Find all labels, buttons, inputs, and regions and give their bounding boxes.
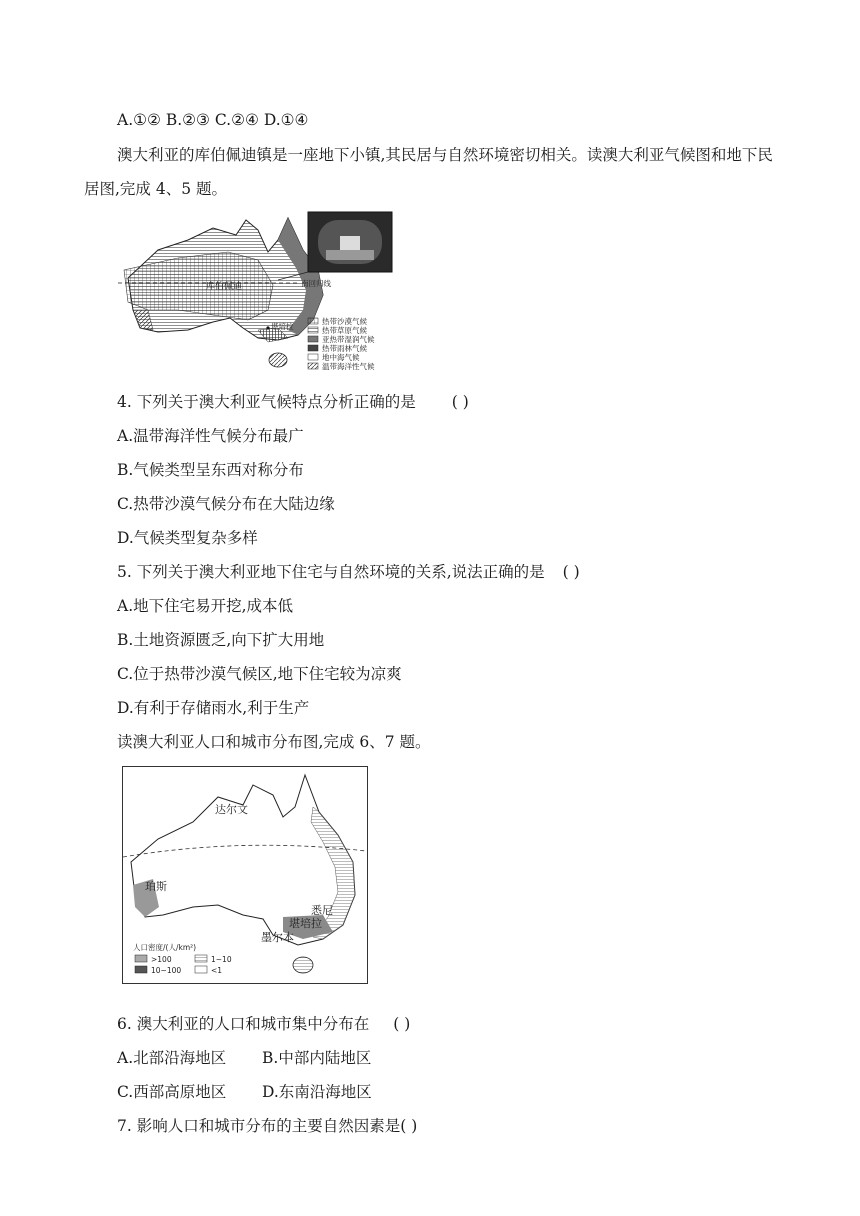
q4-answer-bracket: ( ): [451, 393, 469, 411]
q4-option-c: C.热带沙漠气候分布在大陆边缘: [117, 495, 335, 513]
legend-item: 地中海气候: [322, 353, 360, 362]
q5-option-a: A.地下住宅易开挖,成本低: [117, 597, 294, 615]
climate-legend: [308, 316, 375, 371]
legend-item: 1~10: [211, 955, 232, 964]
legend-item: 热带沙漠气候: [322, 317, 367, 326]
climate-map: [118, 210, 394, 380]
q6-options-row2: [117, 1082, 372, 1102]
q5-stem: 5. 下列关于澳大利亚地下住宅与自然环境的关系,说法正确的是: [117, 563, 545, 581]
q5-option-b: B.土地资源匮乏,向下扩大用地: [117, 631, 325, 649]
legend-title: 人口密度/(人/km²): [133, 943, 197, 952]
city-canberra: 堪培拉: [289, 917, 322, 930]
q6-option-d: D.东南沿海地区: [262, 1083, 372, 1101]
population-legend: [133, 942, 232, 975]
canberra-label: 堪培拉: [271, 322, 294, 331]
q4-stem-row: [117, 392, 469, 412]
city-melbourne: 墨尔本: [261, 931, 294, 944]
city-perth: 珀斯: [145, 880, 167, 893]
q7-answer-bracket: ( ): [400, 1117, 418, 1135]
q4-option-a: A.温带海洋性气候分布最广: [117, 427, 304, 445]
legend-item: 温带海洋性气候: [322, 362, 375, 371]
q6-option-b: B.中部内陆地区: [262, 1049, 372, 1067]
tasmania-pop: [293, 957, 313, 973]
legend-item: 亚热带湿润气候: [322, 335, 375, 344]
q5-stem-row: [117, 562, 580, 582]
tropic-label: 南回归线: [301, 279, 331, 288]
q6-option-a: A.北部沿海地区: [117, 1049, 227, 1067]
tasmania: [269, 353, 287, 367]
q5-option-c: C.位于热带沙漠气候区,地下住宅较为凉爽: [117, 665, 402, 683]
q6-option-c: C.西部高原地区: [117, 1083, 227, 1101]
population-map-figure: [122, 766, 368, 984]
q6-options-row1: [117, 1048, 371, 1068]
city-sydney: 悉尼: [311, 904, 333, 917]
intro-q6-q7: 读澳大利亚人口和城市分布图,完成 6、7 题。: [117, 733, 431, 751]
q3-options: A.①② B.②③ C.②④ D.①④: [117, 111, 309, 129]
legend-item: 热带草原气候: [322, 326, 367, 335]
q5-answer-bracket: ( ): [562, 563, 580, 581]
q4-option-d: D.气候类型复杂多样: [117, 529, 258, 547]
q6-answer-bracket: ( ): [393, 1015, 411, 1033]
town-label: 库伯佩迪: [206, 282, 243, 292]
legend-item: <1: [211, 966, 223, 975]
q7-stem: 7. 影响人口和城市分布的主要自然因素是: [117, 1117, 401, 1135]
legend-item: 10~100: [151, 966, 182, 975]
climate-map-figure: [118, 210, 394, 380]
intro-q4-q5: 澳大利亚的库伯佩迪镇是一座地下小镇,其民居与自然环境密切相关。读澳大利亚气候图和地下民居图,完成 4、5 题。: [84, 146, 773, 198]
q5-option-d: D.有利于存储雨水,利于生产: [117, 699, 310, 717]
q7-stem-row: [117, 1116, 417, 1136]
q6-stem-row: [117, 1014, 410, 1034]
city-darwin: 达尔文: [215, 803, 248, 816]
legend-item: 热带雨林气候: [322, 344, 367, 353]
legend-item: >100: [151, 955, 172, 964]
population-map: [123, 767, 366, 982]
q6-stem: 6. 澳大利亚的人口和城市集中分布在: [117, 1015, 370, 1033]
q4-option-b: B.气候类型呈东西对称分布: [117, 461, 304, 479]
q4-stem: 4. 下列关于澳大利亚气候特点分析正确的是: [117, 393, 416, 411]
